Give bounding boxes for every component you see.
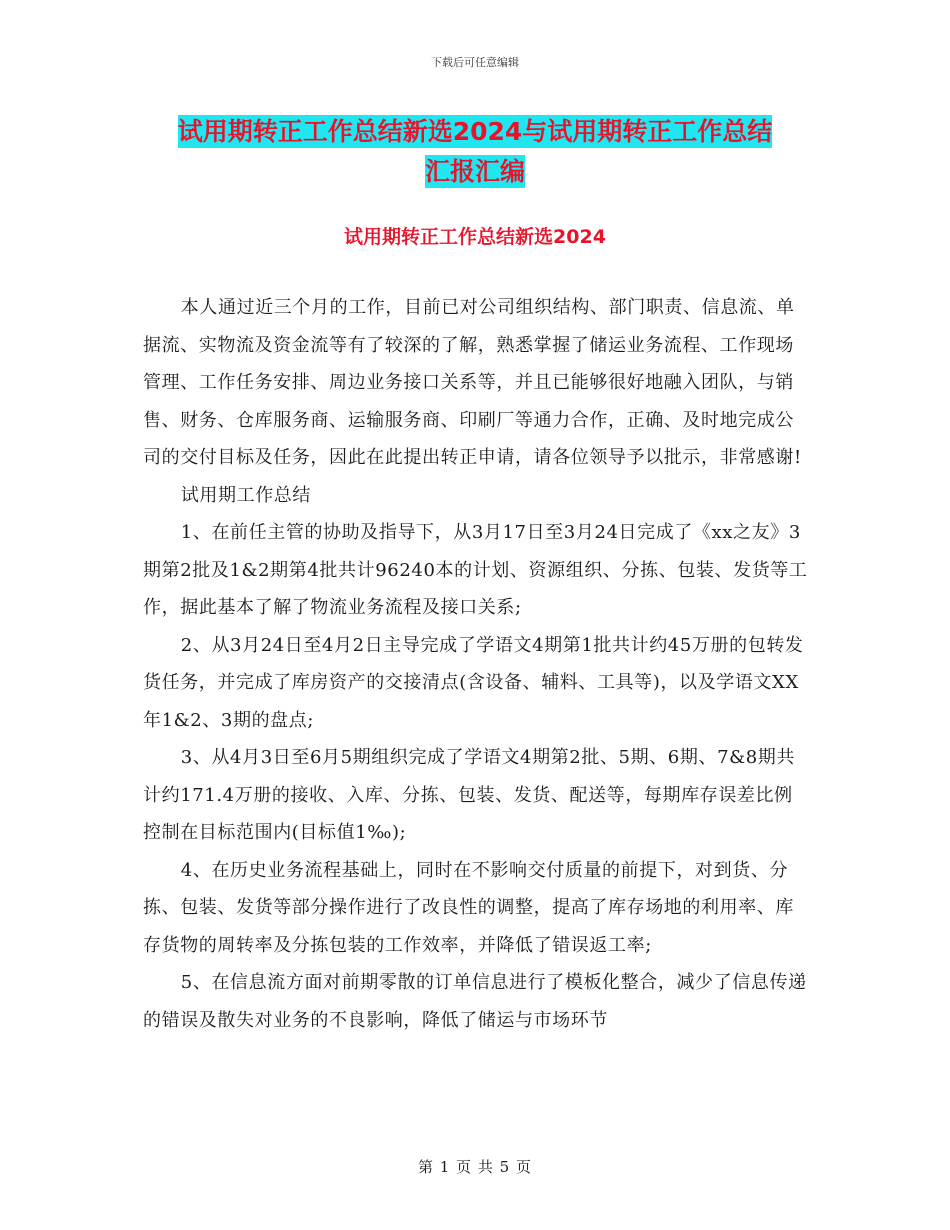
- page-number-footer: 第 1 页 共 5 页: [418, 1158, 532, 1176]
- document-title: [0, 112, 950, 192]
- paragraph-item-2: 2、从3月24日至4月2日主导完成了学语文4期第1批共计约45万册的包转发货任务，并完成了库房资产的交接清点(含设备、辅料、工具等)，以及学语文XX年1&2、3期的盘点;: [143, 634, 804, 731]
- document-title-line-1: 试用期转正工作总结新选2024与试用期转正工作总结: [177, 117, 773, 146]
- paragraph-subheading: 试用期工作总结: [180, 484, 311, 506]
- document-title-line-2: 汇报汇编: [424, 157, 525, 186]
- paragraph-item-1: 1、在前任主管的协助及指导下，从3月17日至3月24日完成了《xx之友》3期第2批及1&2期第4批共计96240本的计划、资源组织、分拣、包装、发货等工作，据此基本了解了物流业务流程及接口关系;: [143, 522, 808, 618]
- document-body: [143, 289, 808, 1039]
- paragraph-item-5: 5、在信息流方面对前期零散的订单信息进行了模板化整合，减少了信息传递的错误及散失对业务的不良影响，降低了储运与市场环节: [143, 972, 807, 1031]
- section-title: 试用期转正工作总结新选2024: [344, 226, 606, 248]
- paragraph-item-4: 4、在历史业务流程基础上，同时在不影响交付质量的前提下，对到货、分拣、包装、发货等部分操作进行了改良性的调整，提高了库存场地的利用率、库存货物的周转率及分拣包装的工作效率，并降低了错误返工率;: [143, 859, 794, 956]
- paragraph-intro: 本人通过近三个月的工作，目前已对公司组织结构、部门职责、信息流、单据流、实物流及资金流等有了较深的了解，熟悉掌握了储运业务流程、工作现场管理、工作任务安排、周边业务接口关系等，并且已能够很好地融入团队，与销售、财务、仓库服务商、运输服务商、印刷厂等通力合作，正确、及时地完成公司的交付目标及任务，因此在此提出转正申请，请各位领导予以批示，非常感谢!: [143, 297, 802, 468]
- paragraph-item-3: 3、从4月3日至6月5期组织完成了学语文4期第2批、5期、6期、7&8期共计约171.4万册的接收、入库、分拣、包装、发货、配送等，每期库存误差比例控制在目标范围内(目标值1‰);: [143, 747, 795, 843]
- page-header-note: 下载后可任意编辑: [431, 56, 519, 69]
